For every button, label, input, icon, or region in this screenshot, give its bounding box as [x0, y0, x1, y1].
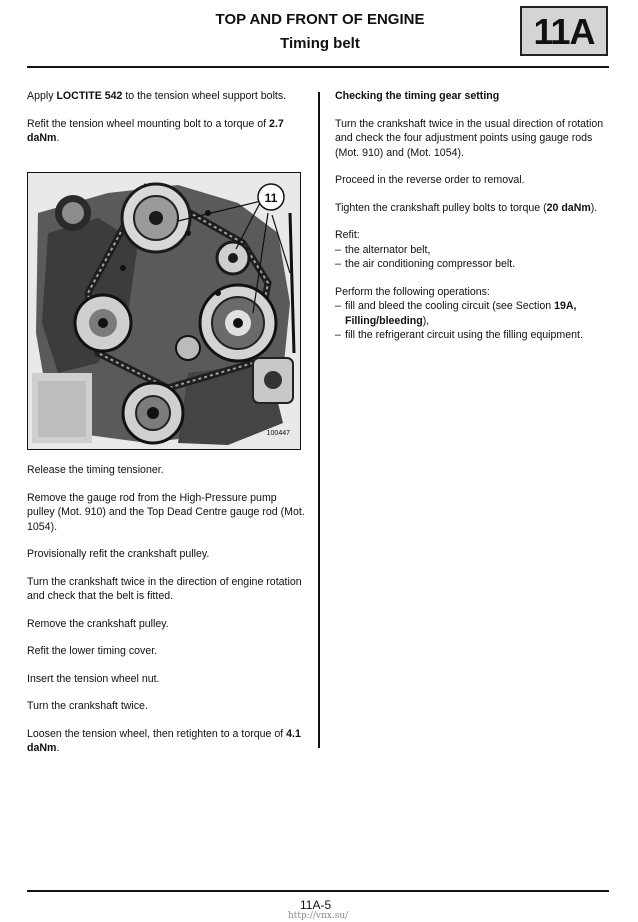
- step-turn-crankshaft: Turn the crankshaft twice.: [27, 700, 148, 712]
- column-divider: [318, 92, 320, 748]
- header-rule: [27, 66, 609, 68]
- source-url[interactable]: http://vnx.su/: [288, 911, 349, 921]
- loctite-paragraph: Apply LOCTITE 542 to the tension wheel support bolts.: [27, 90, 287, 102]
- step-release-tensioner: Release the timing tensioner.: [27, 464, 164, 476]
- page-title: TOP AND FRONT OF ENGINE: [215, 11, 425, 28]
- figure-ref-code: 100447: [266, 430, 290, 437]
- callout-number: 11: [264, 191, 278, 205]
- operations-label: Perform the following operations:: [335, 285, 490, 298]
- step-insert-nut: Insert the tension wheel nut.: [27, 672, 160, 685]
- section-badge: 11A: [520, 6, 608, 56]
- engine-timing-figure: [27, 172, 301, 450]
- right-column: [335, 89, 610, 343]
- left-column-top: [27, 89, 302, 159]
- step-remove-gauge-rods: Remove the gauge rod from the High-Pressure pump pulley (Mot. 910) and the Top Dead Centre gauge rod (Mot. 1054).: [27, 491, 305, 533]
- engine-illustration: [28, 173, 300, 449]
- section-heading: Checking the timing gear setting: [335, 90, 500, 102]
- page-subtitle: Timing belt: [280, 35, 360, 52]
- refit-block: [335, 228, 610, 272]
- list-item: – fill and bleed the cooling circuit (see Section 19A, Filling/bleeding),: [335, 300, 577, 327]
- step-loosen-retighten: Loosen the tension wheel, then retighten to a torque of 4.1 daNm.: [27, 727, 301, 754]
- left-column-steps: [27, 463, 305, 769]
- list-item: – the alternator belt,: [335, 243, 431, 256]
- step-refit-pulley: Provisionally refit the crankshaft pulley.: [27, 548, 210, 560]
- list-item: – the air conditioning compressor belt.: [335, 258, 516, 270]
- torque-paragraph-2: Tighten the crankshaft pulley bolts to torque (20 daNm).: [335, 201, 598, 214]
- operations-list: [335, 299, 610, 343]
- footer-rule: [27, 890, 609, 892]
- operations-block: [335, 285, 610, 343]
- page-number: 11A-5: [300, 898, 332, 912]
- step-turn-crankshaft-check: Turn the crankshaft twice in the direction of engine rotation and check that the belt is fitted.: [27, 575, 302, 602]
- check-paragraph: Turn the crankshaft twice in the usual direction of rotation and check the four adjustment points using gauge rods (Mot. 910) and (Mot. 1054).: [335, 117, 604, 159]
- refit-list: [335, 243, 610, 272]
- step-remove-pulley: Remove the crankshaft pulley.: [27, 617, 169, 630]
- list-item: – fill the refrigerant circuit using the filling equipment.: [335, 329, 583, 341]
- step-refit-lower-cover: Refit the lower timing cover.: [27, 645, 158, 657]
- reverse-order-paragraph: Proceed in the reverse order to removal.: [335, 174, 525, 186]
- refit-label: Refit:: [335, 229, 360, 241]
- torque-paragraph-1: Refit the tension wheel mounting bolt to a torque of 2.7 daNm.: [27, 117, 284, 144]
